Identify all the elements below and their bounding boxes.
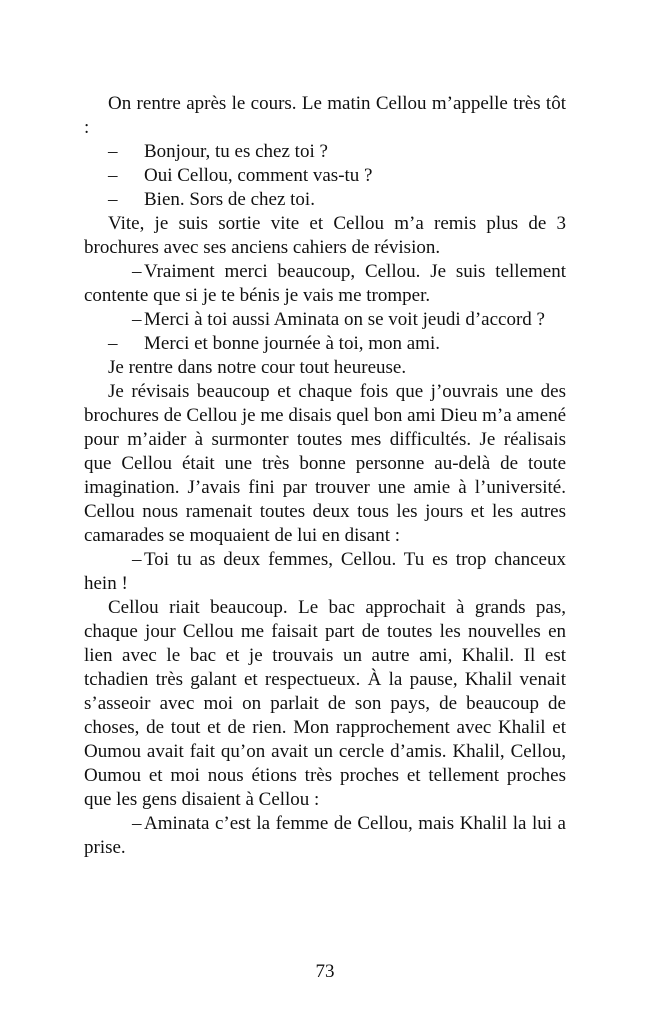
- dialog-text: Vraiment merci beaucoup, Cellou. Je suis tellement contente que si je te bénis je vais me tromper.: [84, 261, 566, 306]
- dialog-line: [84, 188, 566, 212]
- dialog-dash: –: [108, 165, 118, 186]
- paragraph: [84, 380, 566, 548]
- dialog-text: Toi tu as deux femmes, Cellou. Tu es trop chanceux hein !: [84, 549, 566, 594]
- dialog-dash: –: [132, 309, 142, 330]
- dialog-line: [84, 548, 566, 596]
- page-number: 73: [315, 961, 335, 982]
- paragraph-text: Cellou riait beaucoup. Le bac approchait à grands pas, chaque jour Cellou me faisait part de toutes les nouvelles en lien avec le bac et je trouvais un autre ami, Khalil. Il est tchadien très galant et respectueux. À la pause, Khalil venait s’asseoir avec moi on parlait de son pays, de beaucoup de choses, de tout et de rien. Mon rapprochement avec Khalil et Oumou avait fait qu’on avait un cercle d’amis. Khalil, Cellou, Oumou et moi nous étions très proches et tellement proches que les gens disaient à Cellou :: [84, 597, 566, 810]
- paragraph-text: Je révisais beaucoup et chaque fois que j’ouvrais une des brochures de Cellou je me disais quel bon ami Dieu m’a amené pour m’aider à surmonter toutes mes difficultés. Je réalisais que Cellou était une très bonne personne au-delà de toute imagination. J’avais fini par trouver une amie à l’université. Cellou nous ramenait toutes deux tous les jours et les autres camarades se moquaient de lui en disant :: [84, 381, 566, 546]
- dialog-line: [84, 260, 566, 308]
- dialog-dash: –: [108, 333, 118, 354]
- dialog-line: [84, 332, 566, 356]
- paragraph: [84, 356, 566, 380]
- dialog-text: Merci et bonne journée à toi, mon ami.: [144, 333, 440, 354]
- dialog-dash: –: [132, 813, 142, 834]
- paragraph: [84, 92, 566, 140]
- page-text-body: [84, 92, 566, 860]
- dialog-text: Oui Cellou, comment vas-tu ?: [144, 165, 373, 186]
- dialog-dash: –: [132, 261, 142, 282]
- dialog-line: [84, 308, 566, 332]
- paragraph-text: Je rentre dans notre cour tout heureuse.: [108, 357, 407, 378]
- paragraph-text: Vite, je suis sortie vite et Cellou m’a remis plus de 3 brochures avec ses anciens cahiers de révision.: [84, 213, 566, 258]
- paragraph: [84, 596, 566, 812]
- dialog-text: Bonjour, tu es chez toi ?: [144, 141, 328, 162]
- dialog-text: Bien. Sors de chez toi.: [144, 189, 315, 210]
- paragraph-text: On rentre après le cours. Le matin Cellou m’appelle très tôt :: [84, 93, 566, 138]
- dialog-text: Aminata c’est la femme de Cellou, mais Khalil la lui a prise.: [84, 813, 566, 858]
- paragraph: [84, 212, 566, 260]
- dialog-dash: –: [108, 189, 118, 210]
- dialog-dash: –: [108, 141, 118, 162]
- dialog-text: Merci à toi aussi Aminata on se voit jeudi d’accord ?: [144, 309, 545, 330]
- dialog-line: [84, 140, 566, 164]
- dialog-line: [84, 812, 566, 860]
- dialog-line: [84, 164, 566, 188]
- dialog-dash: –: [132, 549, 142, 570]
